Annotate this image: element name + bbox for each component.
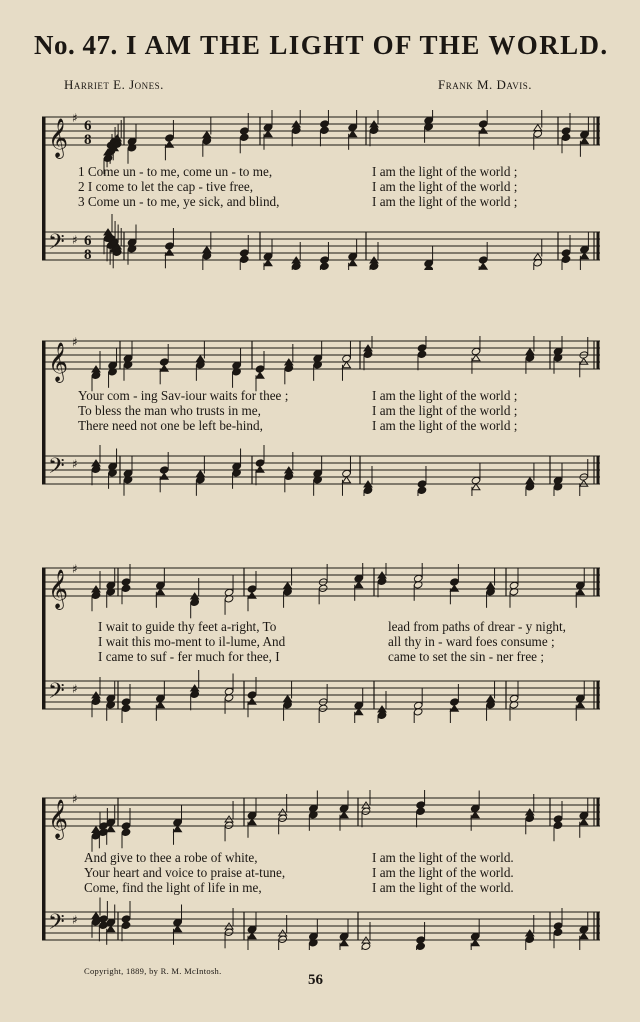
lyric-verse-2 [38, 634, 604, 650]
note-head [121, 828, 131, 836]
time-sig-top: 6 [84, 233, 92, 249]
note-head [196, 471, 204, 477]
lyric-verse-3 [38, 418, 604, 434]
lyric-right: I am the light of the world. [372, 865, 514, 880]
note-head [580, 358, 588, 364]
note-head [248, 698, 256, 704]
note-head [417, 486, 427, 494]
time-sig-bottom: 8 [84, 132, 92, 148]
music-system-4 [38, 790, 604, 950]
note-head [203, 247, 211, 253]
note-head [526, 478, 534, 484]
note-head [318, 584, 328, 592]
key-sharp: ♯ [72, 682, 78, 696]
note-head [340, 940, 348, 946]
note-head [417, 350, 427, 358]
note-head [248, 592, 256, 598]
lyric-verse-1 [38, 164, 604, 180]
note-head [320, 126, 330, 134]
note-head [196, 356, 204, 362]
note-head [121, 921, 131, 929]
note-head [239, 133, 249, 141]
note-head [450, 705, 458, 711]
note-head [553, 928, 563, 936]
note-head [107, 826, 115, 832]
bass-clef: 𝄢 [48, 679, 65, 709]
note-head [342, 362, 350, 368]
note-head [487, 696, 495, 702]
note-head [580, 933, 588, 939]
note-head [349, 131, 357, 137]
lyric-verse-1 [38, 850, 604, 866]
copyright-notice: Copyright, 1889, by R. M. McIntosh. [84, 966, 222, 976]
note-head [479, 127, 487, 133]
note-head [318, 704, 328, 712]
note-head [264, 260, 272, 266]
note-head [526, 349, 534, 355]
note-head [165, 249, 173, 255]
note-head [174, 926, 182, 932]
note-head [239, 255, 249, 263]
key-sharp: ♯ [72, 233, 78, 247]
lyric-left: Your heart and voice to praise at-tune, [84, 865, 286, 880]
lyric-right: I am the light of the world ; [372, 179, 518, 194]
note-head [160, 365, 168, 371]
lyric-verse-2 [38, 403, 604, 419]
note-head [416, 807, 426, 815]
lyric-left: 3 Come un - to me, ye sick, and blind, [78, 194, 280, 209]
lyric-right: I am the light of the world ; [372, 418, 518, 433]
note-head [340, 812, 348, 818]
key-sharp: ♯ [72, 913, 78, 927]
bass-clef: 𝄢 [48, 454, 65, 484]
note-head [160, 473, 168, 479]
hymn-title: I AM THE LIGHT OF THE WORLD. [126, 30, 609, 60]
music-system-2 [38, 336, 604, 496]
note-head [580, 253, 588, 259]
key-sharp: ♯ [72, 792, 78, 806]
lyricist-credit: Harriet E. Jones. [64, 77, 164, 92]
lyric-right: I am the light of the world ; [372, 388, 518, 403]
note-head [156, 589, 164, 595]
lyric-verse-2 [38, 179, 604, 195]
note-head [576, 589, 584, 595]
note-head [561, 133, 571, 141]
time-sig-bottom: 8 [84, 247, 92, 263]
lyric-left: I came to suf - fer much for thee, I [98, 649, 280, 664]
page-number: 56 [308, 972, 323, 988]
lyric-right: I am the light of the world. [372, 850, 514, 865]
key-sharp: ♯ [72, 111, 78, 125]
note-head [256, 466, 264, 472]
note-head [121, 584, 131, 592]
note-head [355, 709, 363, 715]
key-sharp: ♯ [72, 457, 78, 471]
note-head [248, 933, 256, 939]
note-head [320, 262, 330, 270]
note-head [580, 480, 588, 486]
music-system-1 [38, 110, 604, 270]
lyric-left: 1 Come un - to me, come un - to me, [78, 164, 273, 179]
note-head [561, 255, 571, 263]
note-head [479, 263, 487, 269]
hymn-number: No. 47. [34, 30, 118, 60]
note-head [472, 355, 480, 361]
bass-clef: 𝄢 [48, 910, 65, 940]
note-head [342, 477, 350, 483]
lyric-right: I am the light of the world. [372, 880, 514, 895]
lyric-right: all thy in - ward foes consume ; [388, 634, 555, 649]
bass-clef: 𝄢 [48, 230, 65, 260]
lyric-right: lead from paths of drear - y night, [388, 619, 566, 634]
note-head [534, 254, 542, 260]
treble-clef: 𝄞 [48, 118, 69, 158]
note-head [472, 484, 480, 490]
lyric-left: And give to thee a robe of white, [84, 850, 258, 865]
lyric-verse-3 [38, 880, 604, 896]
note-head [580, 138, 588, 144]
key-sharp: ♯ [72, 336, 78, 349]
treble-clef: 𝄞 [48, 342, 69, 382]
note-head [284, 583, 292, 589]
note-head [264, 131, 272, 137]
lyric-left: Come, find the light of life in me, [84, 880, 262, 895]
treble-clef: 𝄞 [48, 569, 69, 609]
lyric-left: Your com - ing Sav-iour waits for thee ; [78, 388, 289, 403]
note-head [156, 702, 164, 708]
lyric-verse-3 [38, 649, 604, 665]
title-row [34, 30, 624, 70]
note-head [487, 583, 495, 589]
lyric-right: came to set the sin - ner free ; [388, 649, 544, 664]
note-head [248, 819, 256, 825]
lyric-verse-2 [38, 865, 604, 881]
lyric-left: I wait to guide thy feet a-right, To [98, 619, 277, 634]
lyric-right: I am the light of the world ; [372, 164, 518, 179]
key-sharp: ♯ [72, 563, 78, 576]
note-head [165, 141, 173, 147]
note-head [416, 942, 426, 950]
note-head [121, 704, 131, 712]
note-head [174, 826, 182, 832]
note-head [534, 125, 542, 131]
note-head [450, 585, 458, 591]
treble-clef: 𝄞 [48, 799, 69, 839]
note-head [355, 582, 363, 588]
note-head [471, 940, 479, 946]
lyric-verse-1 [38, 619, 604, 635]
time-sig-top: 6 [84, 118, 92, 134]
note-head [576, 702, 584, 708]
lyric-left: To bless the man who trusts in me, [78, 403, 261, 418]
note-head [256, 372, 264, 378]
note-head [107, 926, 115, 932]
note-head [349, 260, 357, 266]
lyric-right: I am the light of the world ; [372, 403, 518, 418]
note-head [203, 132, 211, 138]
lyric-left: 2 I come to let the cap - tive free, [78, 179, 254, 194]
lyric-left: There need not one be left be-hind, [78, 418, 263, 433]
note-head [553, 821, 563, 829]
music-system-3 [38, 563, 604, 723]
note-head [92, 913, 100, 919]
lyric-verse-3 [38, 194, 604, 210]
lyric-left: I wait this mo-ment to il-lume, And [98, 634, 286, 649]
note-head [471, 812, 479, 818]
lyric-verse-1 [38, 388, 604, 404]
note-head [92, 827, 100, 833]
lyric-right: I am the light of the world ; [372, 194, 518, 209]
note-head [580, 819, 588, 825]
note-head [284, 696, 292, 702]
composer-credit: Frank M. Davis. [438, 77, 533, 92]
